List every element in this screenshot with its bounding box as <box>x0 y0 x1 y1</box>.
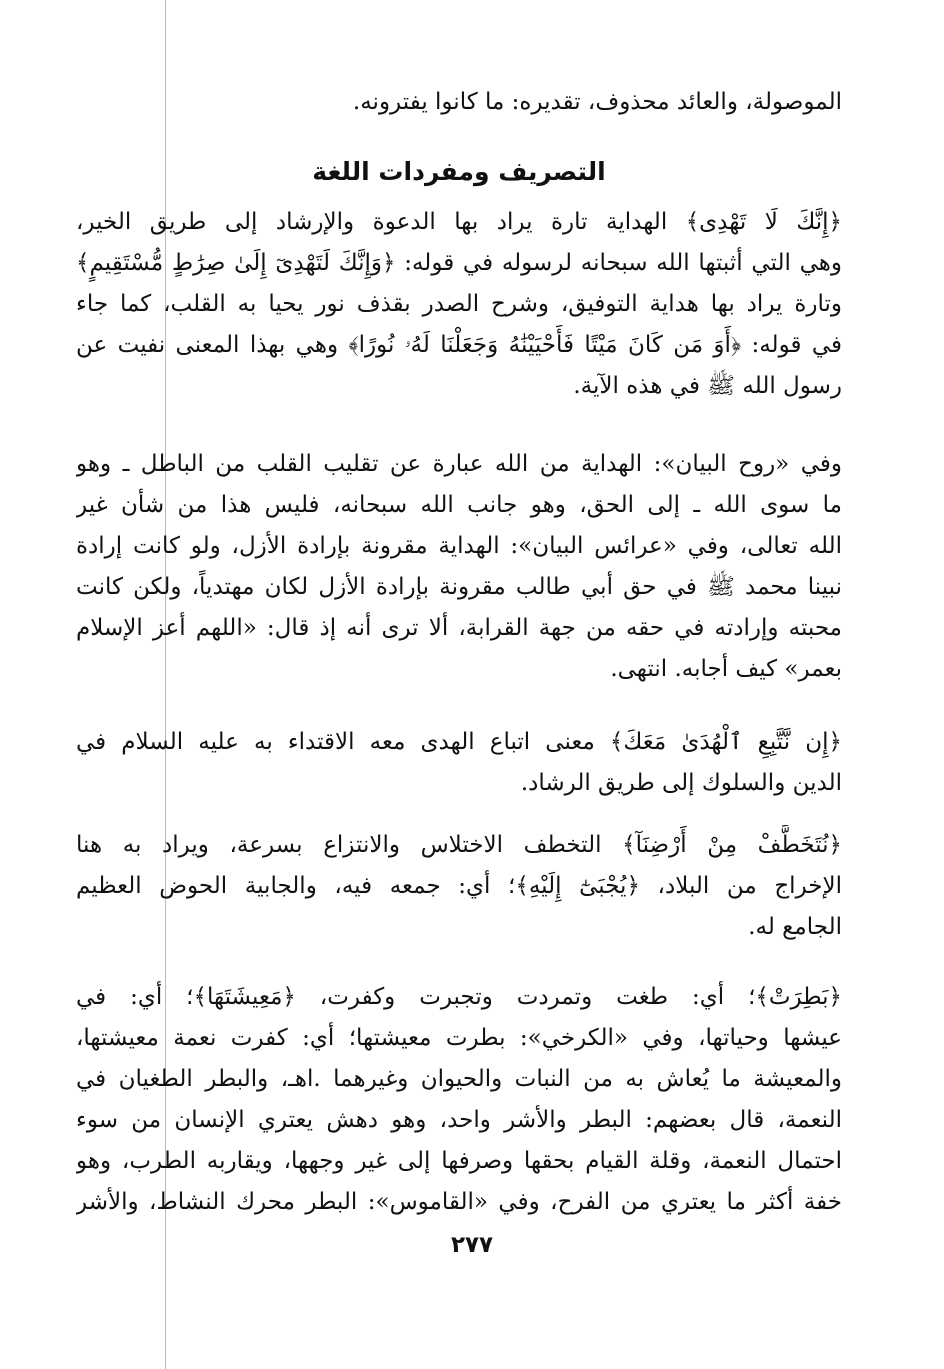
text-line: الإخراج من البلاد، ﴿يُجْبَىٰٓ إِلَيْهِ﴾؛ أي: جمعه فيه، والجابية الحوض العظيم <box>76 873 842 899</box>
page-number: ٢٧٧ <box>450 1232 494 1258</box>
text-line: ما سوى الله ـ إلى الحق، وهو جانب الله سبحانه، فليس هذا من شأن غير <box>76 492 842 518</box>
paragraph-guidance <box>76 202 842 407</box>
text-line: الجامع له. <box>748 914 842 940</box>
text-line: محبته وإرادته في حقه من جهة القرابة، ألا ترى أنه إذ قال: «اللهم أعز الإسلام <box>76 615 842 641</box>
text-line: نبينا محمد ﷺ في حق أبي طالب مقرونة بإرادة الأزل لكان مهتدياً، ولكن كانت <box>76 574 842 600</box>
text-line: خفة أكثر ما يعتري من الفرح، وفي «القاموس»: البطر محرك النشاط، والأشر <box>76 1189 842 1215</box>
text-line: الله تعالى، وفي «عرائس البيان»: الهداية مقرونة بإرادة الأزل، ولو كانت إرادة <box>76 533 842 559</box>
text-line: رسول الله ﷺ في هذه الآية. <box>573 373 842 399</box>
text-line: وفي «روح البيان»: الهداية من الله عبارة عن تقليب القلب من الباطل ـ وهو <box>76 451 842 477</box>
text-line: ﴿بَطِرَتْ﴾؛ أي: طغت وتمردت وتجبرت وكفرت، ﴿مَعِيشَتَهَا﴾؛ أي: في <box>76 984 842 1010</box>
text-line: في قوله: ﴿أَوَ مَن كَانَ مَيْتًا فَأَحْيَيْنَٰهُ وَجَعَلْنَا لَهُۥ نُورًا﴾ وهي بهذا المعنى نفيت عن <box>76 332 842 358</box>
paragraph-nattabi <box>76 722 842 804</box>
text-line: النعمة، قال بعضهم: البطر والأشر واحد، وهو دهش يعتري الإنسان من سوء <box>76 1107 842 1133</box>
text-line: بعمر» كيف أجابه. انتهى. <box>610 656 842 682</box>
text-line: الدين والسلوك إلى طريق الرشاد. <box>520 770 842 796</box>
paragraph-nutakhattaf <box>76 825 842 948</box>
text-line: وتارة يراد بها هداية التوفيق، وشرح الصدر بقذف نور يحيا به القلب، كما جاء <box>76 291 842 317</box>
text-line: ﴿إِنَّكَ لَا تَهْدِى﴾ الهداية تارة يراد بها الدعوة والإرشاد إلى طريق الخير، <box>76 209 842 235</box>
paragraph-ruh-al-bayan <box>76 444 842 690</box>
intro-paragraph <box>76 82 842 123</box>
text-line: ﴿نُتَخَطَّفْ مِنْ أَرْضِنَآ﴾ التخطف الاختلاس والانتزاع بسرعة، ويراد به هنا <box>76 832 842 858</box>
text-line: ﴿إِن نَّتَّبِعِ ٱلْهُدَىٰ مَعَكَ﴾ معنى اتباع الهدى معه الاقتداء به عليه السلام في <box>76 729 842 755</box>
text-line: وهي التي أثبتها الله سبحانه لرسوله في قوله: ﴿وَإِنَّكَ لَتَهْدِىٓ إِلَىٰ صِرَٰطٍ مُّسْتَقِيمٍ﴾ <box>76 250 842 276</box>
paragraph-batirat <box>76 977 842 1223</box>
text-line: الموصولة، والعائد محذوف، تقديره: ما كانوا يفترونه. <box>352 89 842 115</box>
section-heading: التصريف ومفردات اللغة <box>312 157 606 186</box>
text-line: عيشها وحياتها، وفي «الكرخي»: بطرت معيشتها؛ أي: كفرت نعمة معيشتها، <box>76 1025 842 1051</box>
text-line: والمعيشة ما يُعاش به من النبات والحيوان وغيرهما .اهـ، والبطر الطغيان في <box>76 1066 842 1092</box>
text-line: احتمال النعمة، وقلة القيام بحقها وصرفها إلى غير وجهها، ويقاربه الطرب، وهو <box>76 1148 842 1174</box>
